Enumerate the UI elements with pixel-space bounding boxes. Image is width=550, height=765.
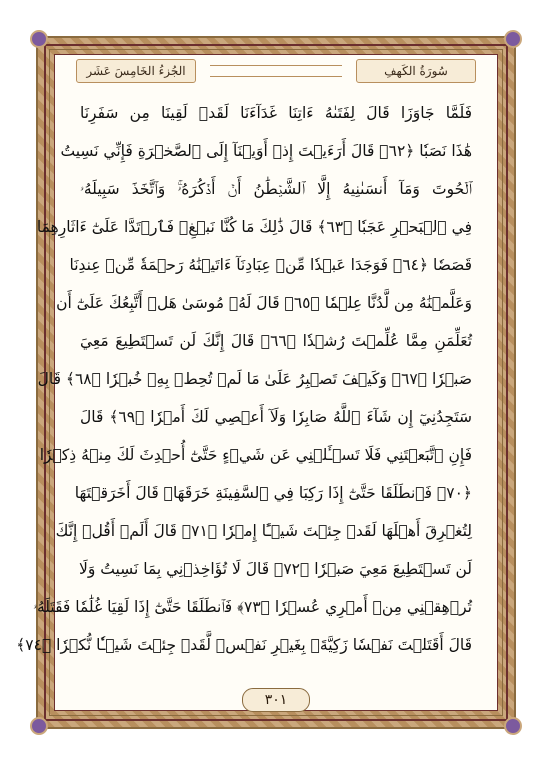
text-line: ٱلۡحُوتَ وَمَآ أَنسَىٰنِيهُ إِلَّا ٱلشَّيۡطَٰنُ أَنۡ أَذۡكُرَهُۥۚ وَٱتَّخَذَ سَبِيلَهُۥ [80,180,472,198]
corner-flower-icon [504,717,522,735]
quran-text [16,96,473,674]
text-line: وَعَلَّمۡنَٰهُ مِن لَّدُنَّا عِلۡمٗا ﴿٦٥﴾ قَالَ لَهُۥ مُوسَىٰ هَلۡ أَتَّبِعُكَ عَلَىٰٓ أَن [56,294,472,312]
corner-flower-icon [504,30,522,48]
text-line: فَإِنِ ٱتَّبَعۡتَنِي فَلَا تَسۡـَٔلۡنِي عَن شَيۡءٍ حَتَّىٰٓ أُحۡدِثَ لَكَ مِنۡهُ ذِكۡرٗا [39,446,472,464]
corner-flower-icon [30,30,48,48]
text-line: تُرۡهِقۡنِي مِنۡ أَمۡرِي عُسۡرٗا ﴿٧٣﴾ فَٱنطَلَقَا حَتَّىٰٓ إِذَا لَقِيَا غُلَٰمٗا فَقَتَلَهُۥ [33,598,472,616]
text-line: فَلَمَّا جَاوَزَا قَالَ لِفَتَىٰهُ ءَاتِنَا غَدَآءَنَا لَقَدۡ لَقِينَا مِن سَفَرِنَا [80,104,472,122]
text-line: تُعَلِّمَنِ مِمَّا عُلِّمۡتَ رُشۡدٗا ﴿٦٦﴾ قَالَ إِنَّكَ لَن تَسۡتَطِيعَ مَعِيَ [80,332,473,350]
text-line: ﴿٧٠﴾ فَٱنطَلَقَا حَتَّىٰٓ إِذَا رَكِبَا فِي ٱلسَّفِينَةِ خَرَقَهَاۖ قَالَ أَخَرَقۡتَهَا [74,484,472,502]
text-line: لَن تَسۡتَطِيعَ مَعِيَ صَبۡرٗا ﴿٧٢﴾ قَالَ لَا تُؤَاخِذۡنِي بِمَا نَسِيتُ وَلَا [79,560,472,578]
page-header [60,57,492,85]
text-line: قَالَ أَقَتَلۡتَ نَفۡسٗا زَكِيَّةَۢ بِغَيۡرِ نَفۡسٖ لَّقَدۡ جِئۡتَ شَيۡـٔٗا نُّكۡرٗا ﴿٧٤﴾ [16,636,472,654]
page-number: ٣٠١ [242,688,310,712]
text-line: لِتُغۡرِقَ أَهۡلَهَا لَقَدۡ جِئۡتَ شَيۡـًٔا إِمۡرٗا ﴿٧١﴾ قَالَ أَلَمۡ أَقُلۡ إِنَّكَ [55,522,472,540]
page-footer [0,680,550,710]
corner-flower-icon [30,717,48,735]
text-line: سَتَجِدُنِيٓ إِن شَآءَ ٱللَّهُ صَابِرٗا وَلَآ أَعۡصِي لَكَ أَمۡرٗا ﴿٦٩﴾ قَالَ [80,408,472,426]
text-line: هَٰذَا نَصَبٗا ﴿٦٢﴾ قَالَ أَرَءَيۡتَ إِذۡ أَوَيۡنَآ إِلَى ٱلصَّخۡرَةِ فَإِنِّي نَسِيتُ [60,142,472,160]
text-line: فِي ٱلۡبَحۡرِ عَجَبٗا ﴿٦٣﴾ قَالَ ذَٰلِكَ مَا كُنَّا نَبۡغِۚ فَٱرۡتَدَّا عَلَىٰٓ ءَاثَارِهِمَا [36,218,472,236]
text-line: قَصَصٗا ﴿٦٤﴾ فَوَجَدَا عَبۡدٗا مِّنۡ عِبَادِنَآ ءَاتَيۡنَٰهُ رَحۡمَةٗ مِّنۡ عِندِنَا [69,256,472,274]
text-line: صَبۡرٗا ﴿٦٧﴾ وَكَيۡفَ تَصۡبِرُ عَلَىٰ مَا لَمۡ تُحِطۡ بِهِۦ خُبۡرٗا ﴿٦٨﴾ قَالَ [37,370,472,388]
juz-label: الجُزءُ الخَامِسَ عَشَر [76,59,196,83]
surah-label: سُورَةُ الكَهفِ [356,59,476,83]
header-ornament [210,65,342,77]
